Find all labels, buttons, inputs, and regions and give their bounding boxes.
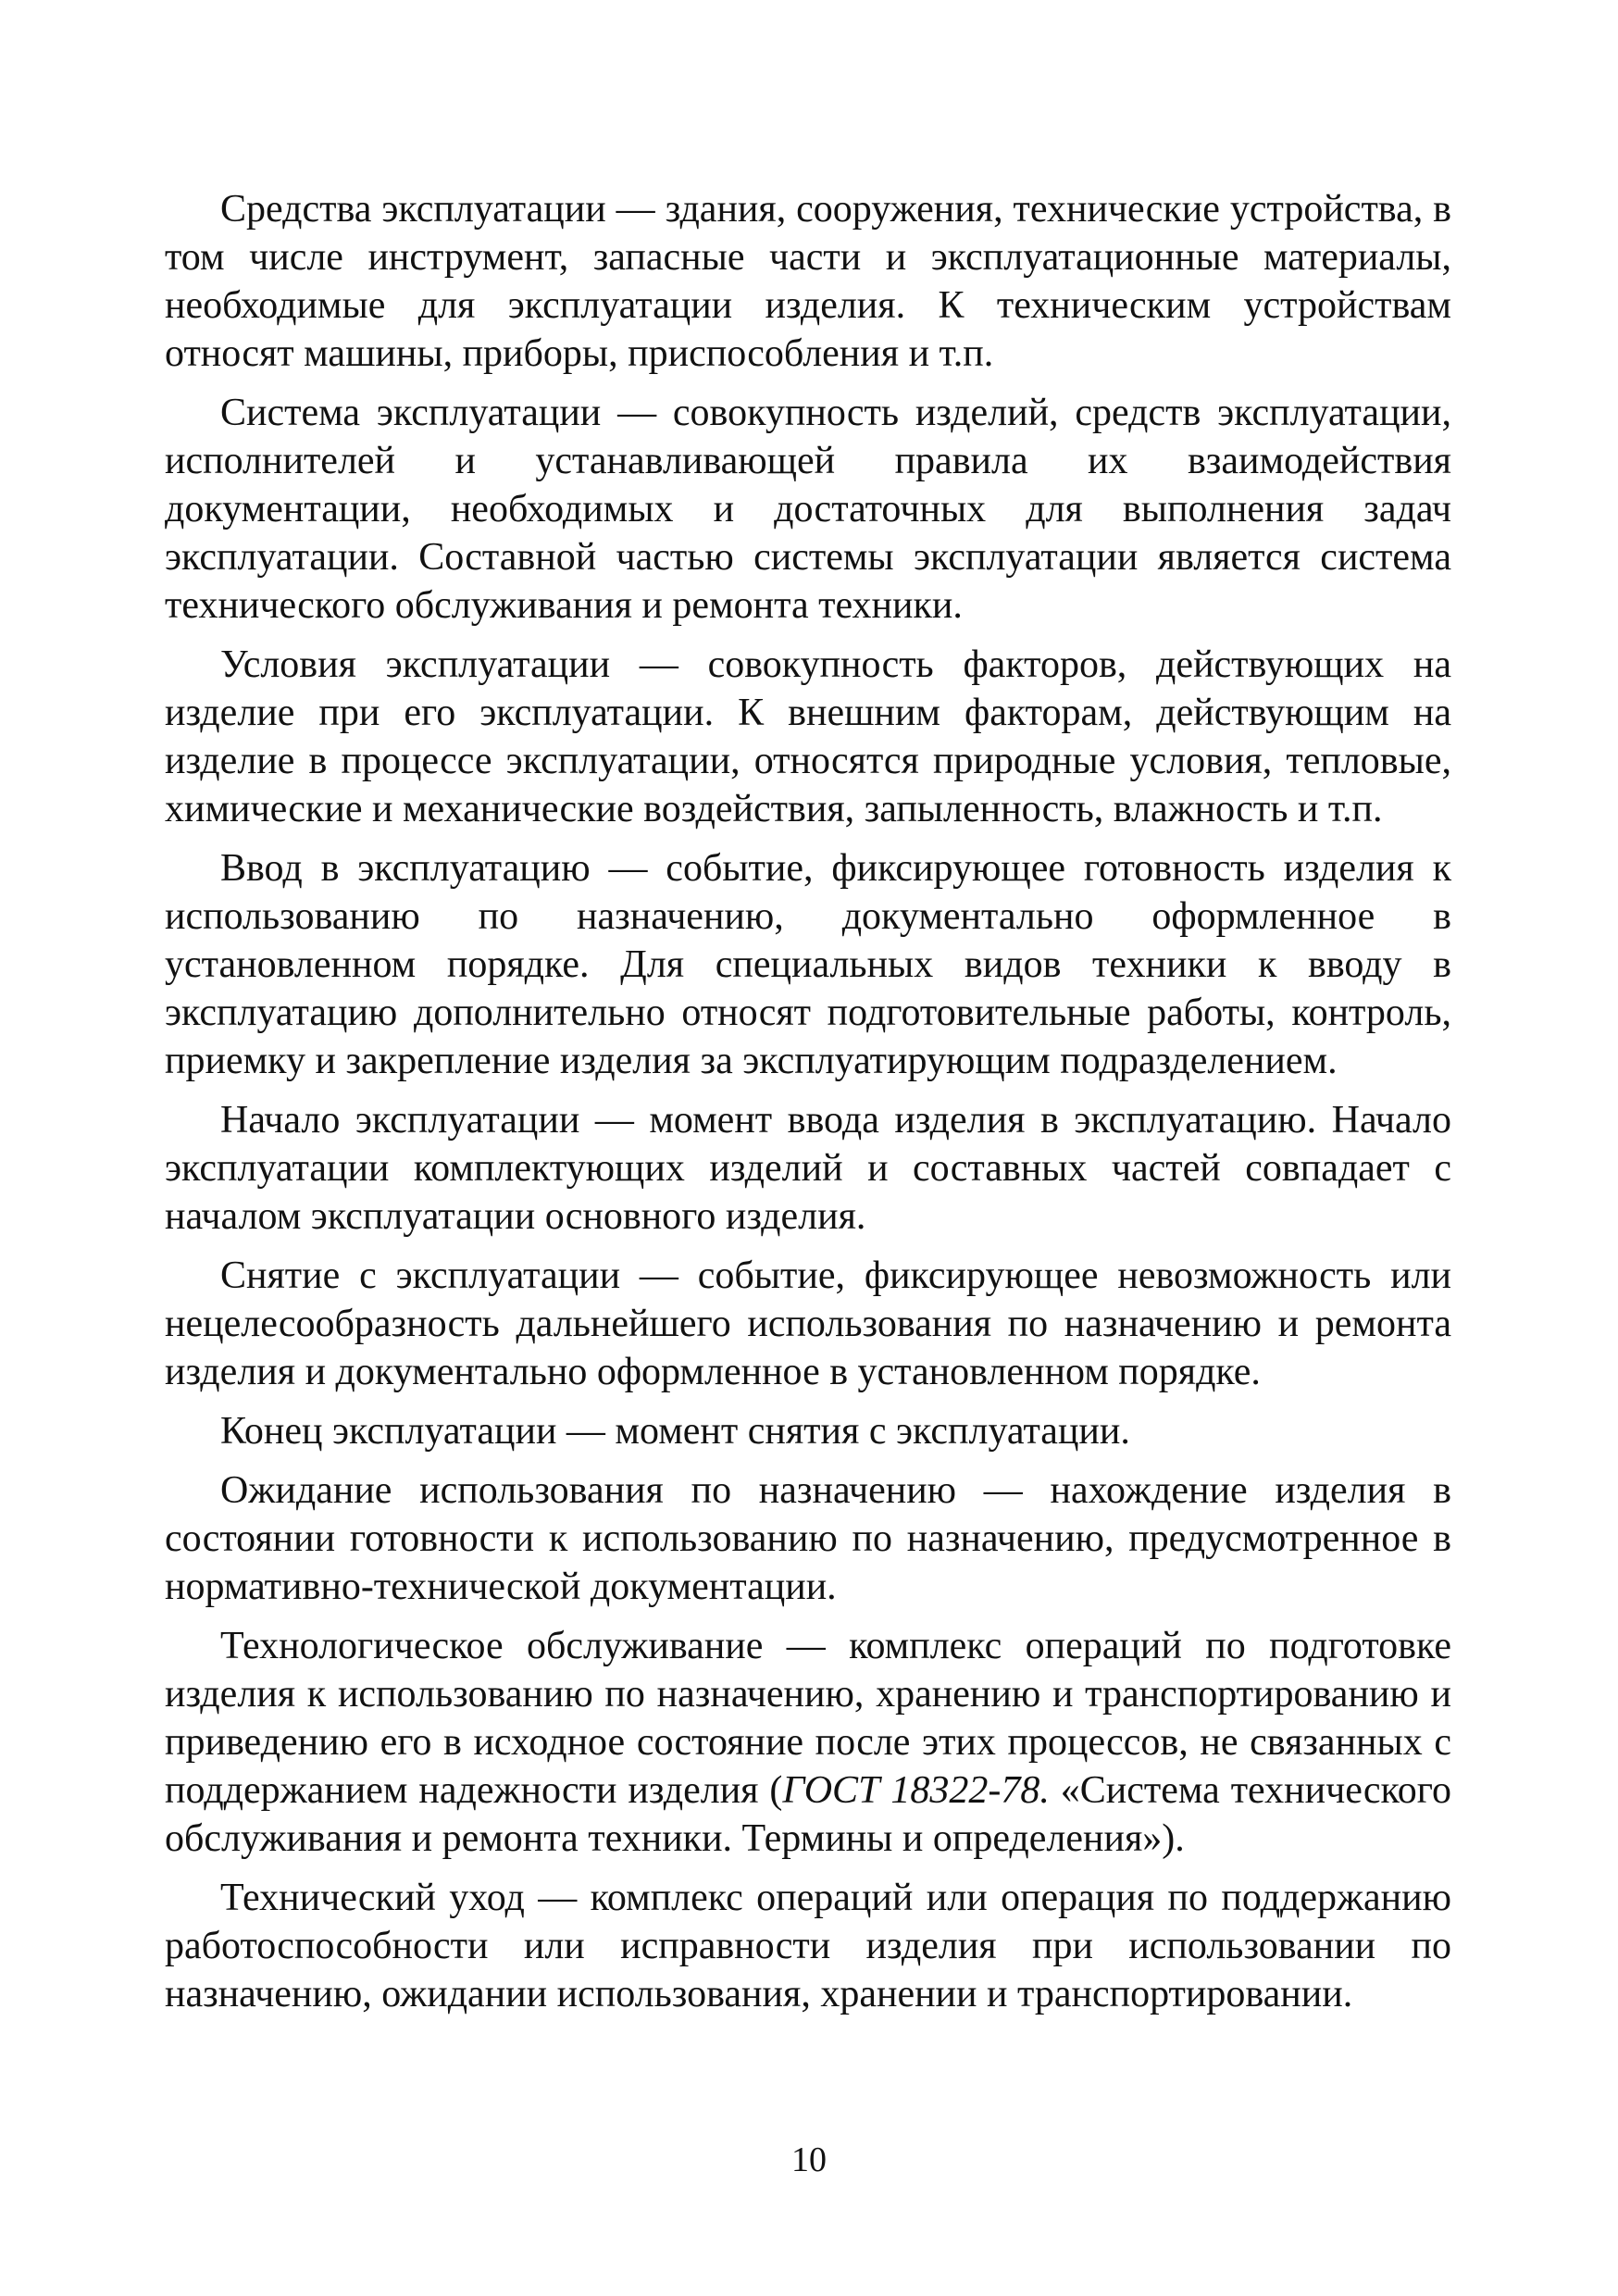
paragraph-technical-care: Технический уход — комплекс операций или операция по поддержанию работоспособности или исправности изделия при использовании по назначению, ожидании использования, хранении и транспортировании. — [165, 1877, 1451, 2015]
paragraph-technological-service — [165, 1622, 1451, 1863]
body-text — [165, 185, 1451, 2018]
paragraph-operation-system: Система эксплуатации — совокупность изделий, средств эксплуатации, исполнителей и устанавливающей правила их взаимодействия документации, необходимых и достаточных для выполнения задач эксплуатации. Составной частью системы эксплуатации является система технического обслуживания и ремонта техники. — [165, 392, 1451, 627]
paragraph-operation-conditions: Условия эксплуатации — совокупность факторов, действующих на изделие при его эксплуатации. К внешним факторам, действующим на изделие в процессе эксплуатации, относятся природные условия, тепловые, химические и механические воздействия, запыленность, влажность и т.п. — [165, 643, 1451, 830]
paragraph-operation-means: Средства эксплуатации — здания, сооружения, технические устройства, в том числе инструмент, запасные части и эксплуатационные материалы, необходимые для эксплуатации изделия. К техническим устройствам относят машины, приборы, приспособления и т.п. — [165, 188, 1451, 375]
paragraph-operation-end: Конец эксплуатации — момент снятия с эксплуатации. — [220, 1410, 1130, 1453]
paragraph-decommissioning: Снятие с эксплуатации — событие, фиксирующее невозможность или нецелесообразность дальнейшего использования по назначению и ремонта изделия и документально оформленное в установленном порядке. — [165, 1254, 1451, 1393]
tech-service-text-before: Технологическое обслуживание — комплекс операций по подготовке изделия к использованию по назначению, хранению и транспортированию и приведению его в исходное состояние после этих процессов, не связанных с поддержанием надежности изделия ( — [165, 1625, 1451, 1812]
paragraph-commissioning: Ввод в эксплуатацию — событие, фиксирующее готовность изделия к использованию по назначению, документально оформленное в установленном порядке. Для специальных видов техники к вводу в эксплуатацию дополнительно относят подготовительные работы, контроль, приемку и закрепление изделия за эксплуатирующим подразделением. — [165, 847, 1451, 1082]
page-number: 10 — [791, 2140, 827, 2179]
paragraph-operation-start: Начало эксплуатации — момент ввода изделия в эксплуатацию. Начало эксплуатации комплектующих изделий и составных частей совпадает с началом эксплуатации основного изделия. — [165, 1099, 1451, 1238]
tech-service-text-after: «Система технического обслуживания и ремонта техники. Термины и определения»). — [165, 1769, 1451, 1860]
paragraph-awaiting-use: Ожидание использования по назначению — нахождение изделия в состоянии готовности к использованию по назначению, предусмотренное в нормативно-технической документации. — [165, 1469, 1451, 1608]
gost-reference: ГОСТ 18322-78. — [782, 1769, 1050, 1812]
